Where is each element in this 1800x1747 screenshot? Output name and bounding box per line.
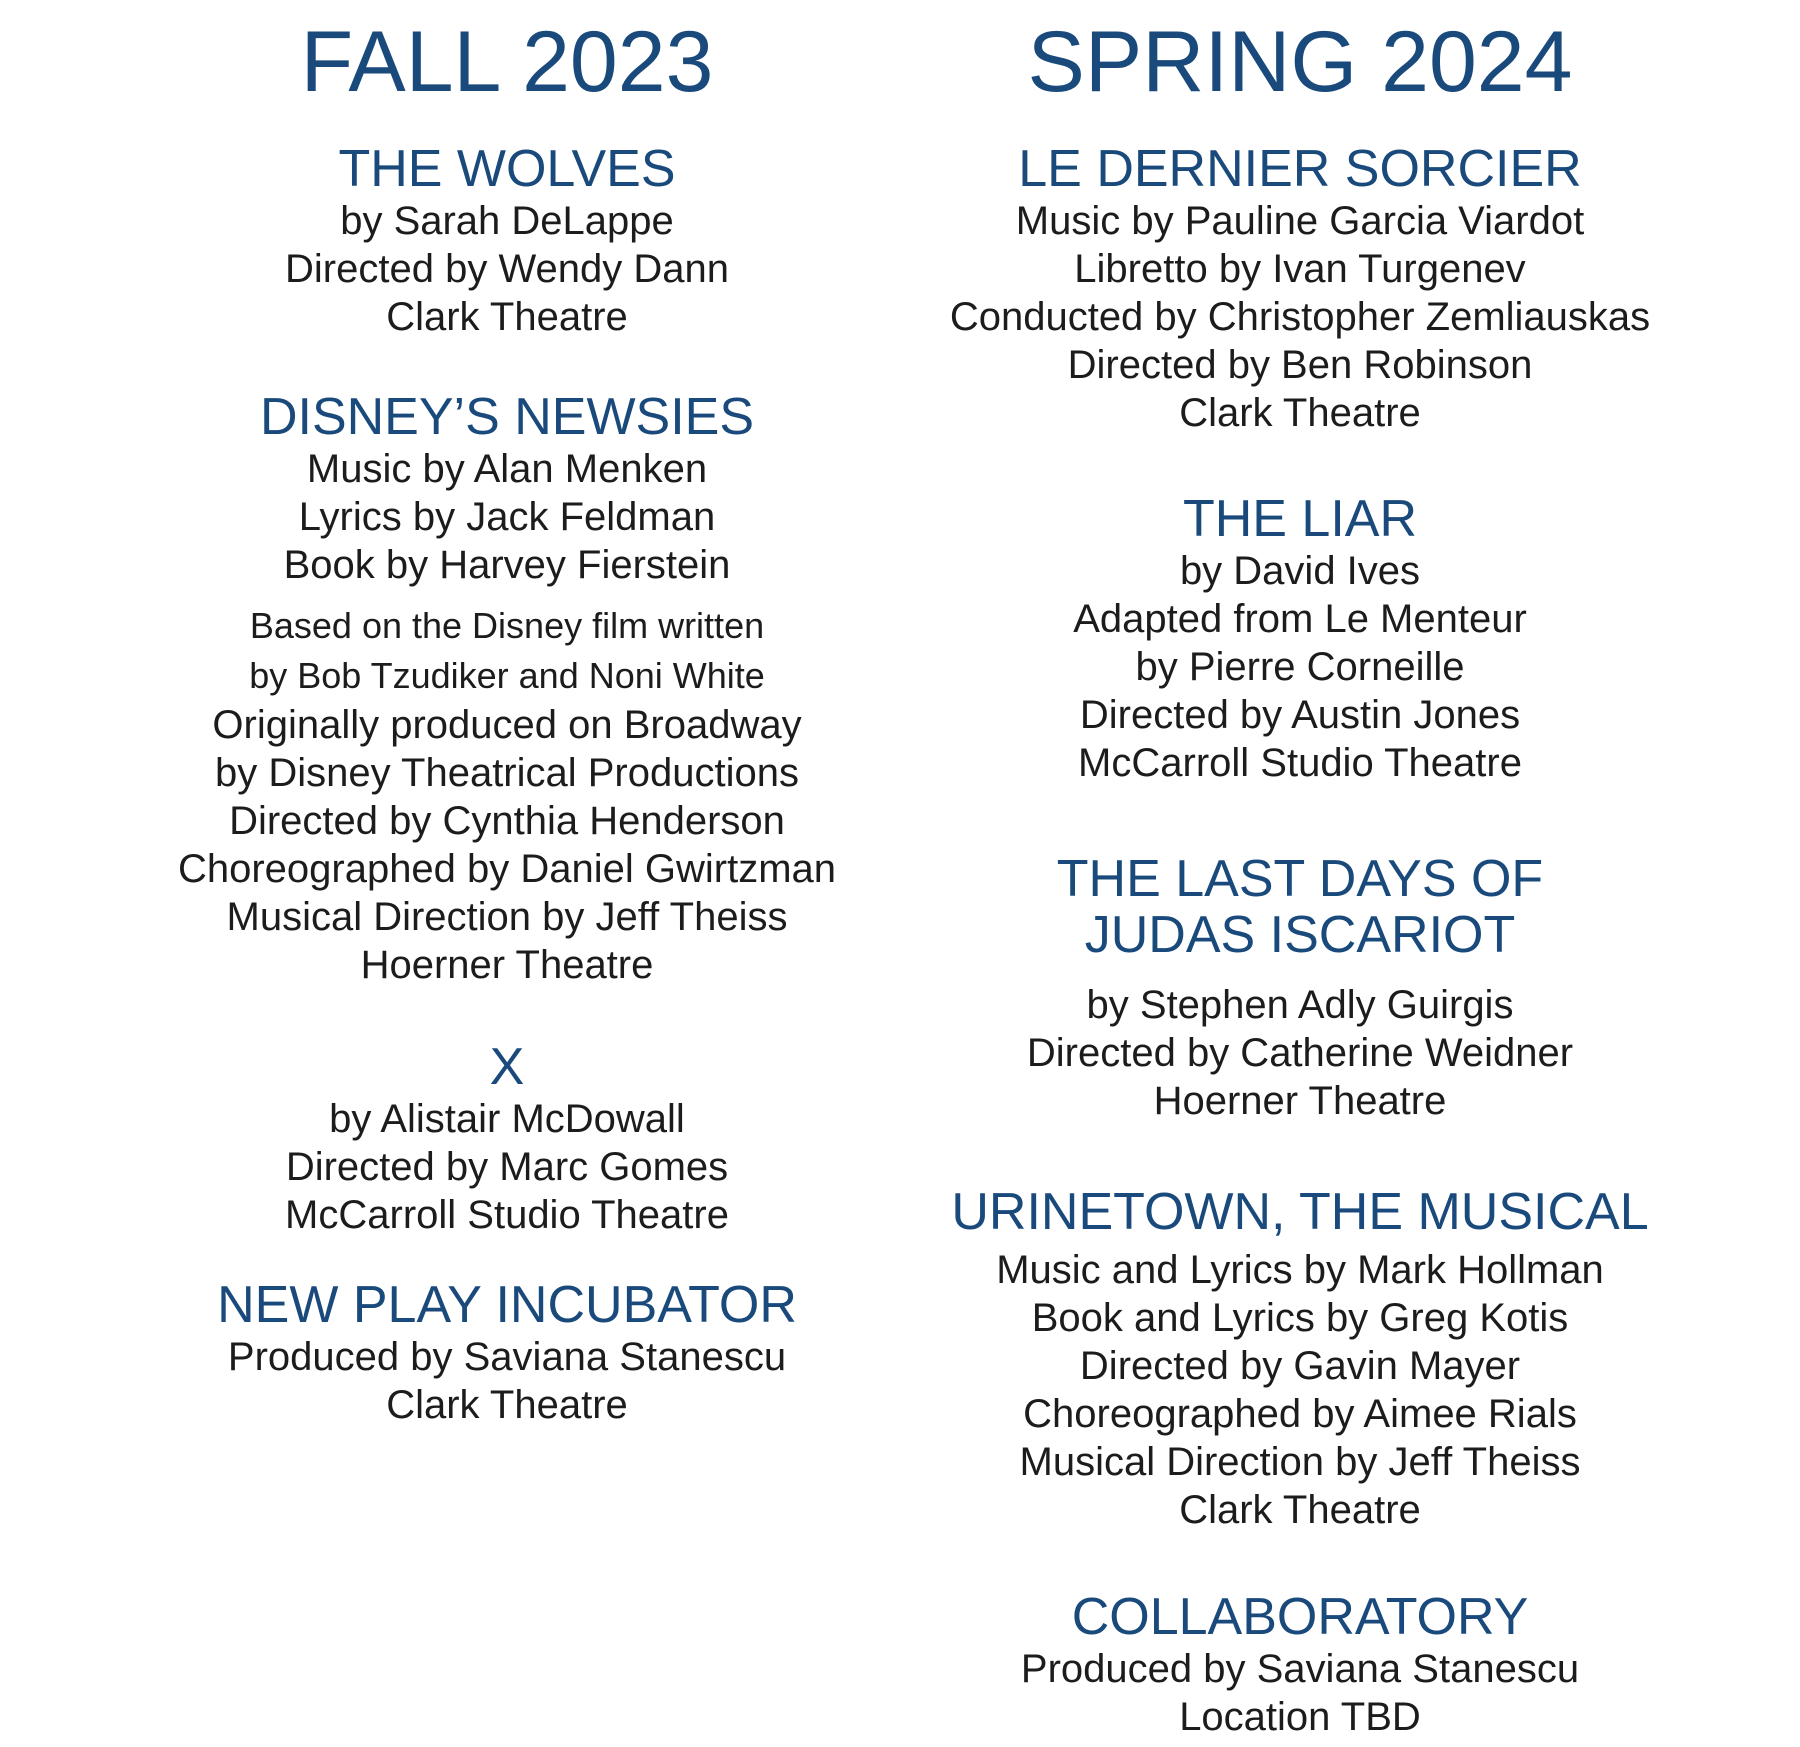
show-title: COLLABORATORY [1071, 1588, 1529, 1646]
credit-line: Originally produced on Broadway [212, 703, 802, 747]
credit-line: Book and Lyrics by Greg Kotis [1031, 1296, 1569, 1340]
credit-line: Lyrics by Jack Feldman [298, 495, 716, 539]
venue-line: McCarroll Studio Theatre [1078, 741, 1522, 785]
credit-line: Directed by Ben Robinson [1067, 343, 1533, 387]
venue-line: McCarroll Studio Theatre [285, 1193, 729, 1237]
credit-line: by Disney Theatrical Productions [215, 751, 799, 795]
season-title-fall: FALL 2023 [300, 14, 714, 110]
venue-line: Location TBD [1179, 1695, 1421, 1739]
venue-line: Hoerner Theatre [360, 943, 654, 987]
show-x [57, 1039, 957, 1239]
show-title: X [489, 1038, 525, 1096]
show-title: NEW PLAY INCUBATOR [217, 1276, 797, 1334]
show-title: THE WOLVES [338, 140, 676, 198]
show-the-liar [850, 491, 1750, 787]
credit-line: Musical Direction by Jeff Theiss [226, 895, 788, 939]
credit-line: by Alistair McDowall [329, 1097, 685, 1141]
credit-line: Produced by Saviana Stanescu [1020, 1647, 1580, 1691]
credit-line: Choreographed by Aimee Rials [1023, 1392, 1577, 1436]
show-last-days-of-judas-iscariot [850, 851, 1750, 1125]
credit-line: by Stephen Adly Guirgis [1086, 983, 1514, 1027]
show-title: JUDAS ISCARIOT [1084, 906, 1516, 964]
show-title: URINETOWN, THE MUSICAL [951, 1183, 1649, 1241]
credit-line: Directed by Catherine Weidner [1026, 1031, 1574, 1075]
show-title: LE DERNIER SORCIER [1018, 140, 1582, 198]
venue-line: Clark Theatre [1179, 1488, 1421, 1532]
show-collaboratory [850, 1589, 1750, 1741]
credit-line: Libretto by Ivan Turgenev [1074, 247, 1526, 291]
credit-line: Choreographed by Daniel Gwirtzman [177, 847, 837, 891]
show-new-play-incubator [57, 1277, 957, 1429]
show-the-wolves [57, 141, 957, 341]
credit-line: Adapted from Le Menteur [1073, 597, 1527, 641]
column-fall-2023 [57, 0, 957, 1429]
credit-line: Book by Harvey Fierstein [283, 543, 731, 587]
credit-line: Directed by Gavin Mayer [1079, 1344, 1521, 1388]
show-le-dernier-sorcier [850, 141, 1750, 437]
credit-line: Directed by Wendy Dann [285, 247, 729, 291]
season-title-spring: SPRING 2024 [1027, 14, 1573, 110]
venue-line: Clark Theatre [386, 1383, 628, 1427]
show-title: DISNEY’S NEWSIES [259, 388, 755, 446]
credit-line: Music by Pauline Garcia Viardot [1015, 199, 1585, 243]
venue-line: Clark Theatre [1179, 391, 1421, 435]
credit-line: Music by Alan Menken [306, 447, 708, 491]
show-title: THE LIAR [1182, 490, 1418, 548]
show-disneys-newsies [57, 389, 957, 989]
credit-line: by Bob Tzudiker and Noni White [249, 655, 765, 696]
credit-line: by Pierre Corneille [1135, 645, 1465, 689]
credit-line: Musical Direction by Jeff Theiss [1019, 1440, 1581, 1484]
credit-line: by David Ives [1179, 549, 1421, 593]
credit-line: Directed by Austin Jones [1079, 693, 1521, 737]
column-spring-2024 [850, 0, 1750, 1741]
show-title: THE LAST DAYS OF [1056, 850, 1544, 908]
show-urinetown-the-musical [850, 1184, 1750, 1534]
credit-line: Music and Lyrics by Mark Hollman [996, 1248, 1604, 1292]
credit-line: Based on the Disney film written [249, 605, 765, 646]
credit-line: Produced by Saviana Stanescu [227, 1335, 787, 1379]
credit-line: Conducted by Christopher Zemliauskas [949, 295, 1651, 339]
credit-line: by Sarah DeLappe [340, 199, 674, 243]
credit-line: Directed by Marc Gomes [285, 1145, 729, 1189]
venue-line: Hoerner Theatre [1153, 1079, 1447, 1123]
venue-line: Clark Theatre [386, 295, 628, 339]
credit-line: Directed by Cynthia Henderson [229, 799, 785, 843]
